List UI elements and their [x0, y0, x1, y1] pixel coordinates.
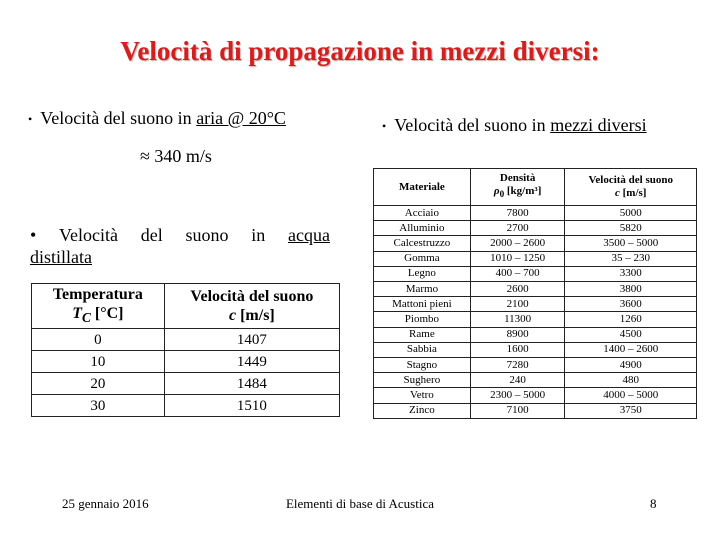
- table-row: [32, 351, 340, 373]
- cell-density: 2100: [470, 297, 565, 312]
- cell-speed: 4900: [565, 358, 697, 373]
- page-title: Velocità di propagazione in mezzi diversi:: [120, 36, 600, 66]
- cell-material: Mattoni pieni: [374, 297, 471, 312]
- cell-material: Stagno: [374, 358, 471, 373]
- header-density-symbol: ρ: [493, 185, 500, 198]
- table-row: [374, 282, 697, 297]
- cell-speed: 1260: [565, 312, 697, 327]
- table-row: [374, 266, 697, 281]
- header-temp-sub: C: [82, 310, 91, 326]
- cell-speed: 5000: [565, 206, 697, 221]
- header-speed: [565, 169, 697, 206]
- bullet-air-underlined: aria @ 20°C: [196, 108, 286, 128]
- table-row: [32, 373, 340, 395]
- cell-speed: 480: [565, 373, 697, 388]
- table-row: [374, 236, 697, 251]
- cell-speed: 3800: [565, 282, 697, 297]
- header-speed-symbol: c: [615, 187, 620, 199]
- footer-date: 25 gennaio 2016: [62, 496, 149, 511]
- cell-material: Legno: [374, 266, 471, 281]
- table-row: [32, 329, 340, 351]
- bullet-dot-icon: •: [30, 225, 37, 245]
- table-row: [374, 297, 697, 312]
- bullet-dot-icon: •: [28, 112, 33, 127]
- media-speed-table: [373, 168, 697, 419]
- cell-speed: 5820: [565, 221, 697, 236]
- cell-velocity: 1510: [164, 395, 339, 417]
- table-row: [374, 312, 697, 327]
- cell-temperature: 30: [32, 395, 165, 417]
- table-row: [374, 221, 697, 236]
- cell-material: Vetro: [374, 388, 471, 403]
- cell-density: 400 – 700: [470, 266, 565, 281]
- cell-speed: 4500: [565, 327, 697, 342]
- header-speed-unit: [m/s]: [619, 187, 647, 199]
- header-density-label: Densità: [499, 172, 536, 185]
- cell-velocity: 1407: [164, 329, 339, 351]
- table-row: [374, 342, 697, 357]
- bullet-media-speed: [382, 115, 647, 136]
- cell-density: 7800: [470, 206, 565, 221]
- cell-density: 1010 – 1250: [470, 251, 565, 266]
- bullet-water-underlined-2: distillata: [30, 247, 92, 267]
- header-vel-symbol: c: [228, 307, 237, 324]
- bullet-water-underlined: acqua: [288, 225, 330, 245]
- cell-material: Rame: [374, 327, 471, 342]
- cell-density: 7100: [470, 403, 565, 418]
- cell-material: Sabbia: [374, 342, 471, 357]
- cell-material: Piombo: [374, 312, 471, 327]
- table-row: [374, 327, 697, 342]
- cell-density: 2600: [470, 282, 565, 297]
- header-vel-label: Velocità del suono: [190, 288, 314, 305]
- cell-temperature: 20: [32, 373, 165, 395]
- header-temp-unit: [°C]: [90, 304, 124, 322]
- cell-material: Gomma: [374, 251, 471, 266]
- cell-material: Acciaio: [374, 206, 471, 221]
- table-header-row: [32, 284, 340, 329]
- table-header-row: [374, 169, 697, 206]
- cell-density: 2700: [470, 221, 565, 236]
- table-row: [374, 373, 697, 388]
- cell-material: Calcestruzzo: [374, 236, 471, 251]
- cell-density: 8900: [470, 327, 565, 342]
- bullet-dot-icon: •: [382, 119, 387, 134]
- table-row: [374, 403, 697, 418]
- cell-speed: 1400 – 2600: [565, 342, 697, 357]
- cell-temperature: 10: [32, 351, 165, 373]
- cell-temperature: 0: [32, 329, 165, 351]
- bullet-water-word: in: [251, 225, 266, 245]
- cell-speed: 3600: [565, 297, 697, 312]
- cell-material: Sughero: [374, 373, 471, 388]
- bullet-water-word: del: [140, 225, 163, 245]
- cell-density: 7280: [470, 358, 565, 373]
- header-temperature: [32, 284, 165, 329]
- header-temp-label: Temperatura: [52, 285, 143, 303]
- water-speed-table: [31, 283, 340, 417]
- cell-density: 11300: [470, 312, 565, 327]
- cell-material: Zinco: [374, 403, 471, 418]
- table-row: [374, 388, 697, 403]
- cell-velocity: 1484: [164, 373, 339, 395]
- cell-speed: 3750: [565, 403, 697, 418]
- header-material: Materiale: [374, 169, 471, 206]
- table-row: [374, 358, 697, 373]
- header-speed-label: Velocità del suono: [588, 174, 673, 186]
- header-temp-symbol: T: [72, 304, 82, 322]
- cell-velocity: 1449: [164, 351, 339, 373]
- cell-density: 240: [470, 373, 565, 388]
- table-row: [374, 206, 697, 221]
- air-speed-value: ≈ 340 m/s: [140, 146, 212, 166]
- cell-material: Marmo: [374, 282, 471, 297]
- header-vel-unit: [m/s]: [236, 307, 275, 324]
- header-density-unit: [kg/m³]: [504, 185, 542, 198]
- header-density: [470, 169, 565, 206]
- bullet-water-word: suono: [185, 225, 229, 245]
- footer-title: Elementi di base di Acustica: [285, 496, 434, 511]
- cell-speed: 3500 – 5000: [565, 236, 697, 251]
- table-row: [374, 251, 697, 266]
- header-density-sub: 0: [499, 189, 505, 200]
- bullet-water-word: Velocità: [59, 225, 119, 245]
- bullet-media-text: Velocità del suono in: [394, 115, 551, 135]
- cell-density: 2300 – 5000: [470, 388, 565, 403]
- cell-speed: 4000 – 5000: [565, 388, 697, 403]
- cell-density: 1600: [470, 342, 565, 357]
- cell-density: 2000 – 2600: [470, 236, 565, 251]
- table-row: [32, 395, 340, 417]
- footer-page-number: 8: [650, 496, 657, 511]
- cell-speed: 3300: [565, 266, 697, 281]
- cell-material: Alluminio: [374, 221, 471, 236]
- bullet-air-text: Velocità del suono in: [40, 108, 197, 128]
- cell-speed: 35 – 230: [565, 251, 697, 266]
- header-velocity: [164, 284, 339, 329]
- bullet-water-speed: [30, 224, 330, 268]
- bullet-media-underlined: mezzi diversi: [550, 115, 647, 135]
- bullet-air-speed: [28, 108, 286, 129]
